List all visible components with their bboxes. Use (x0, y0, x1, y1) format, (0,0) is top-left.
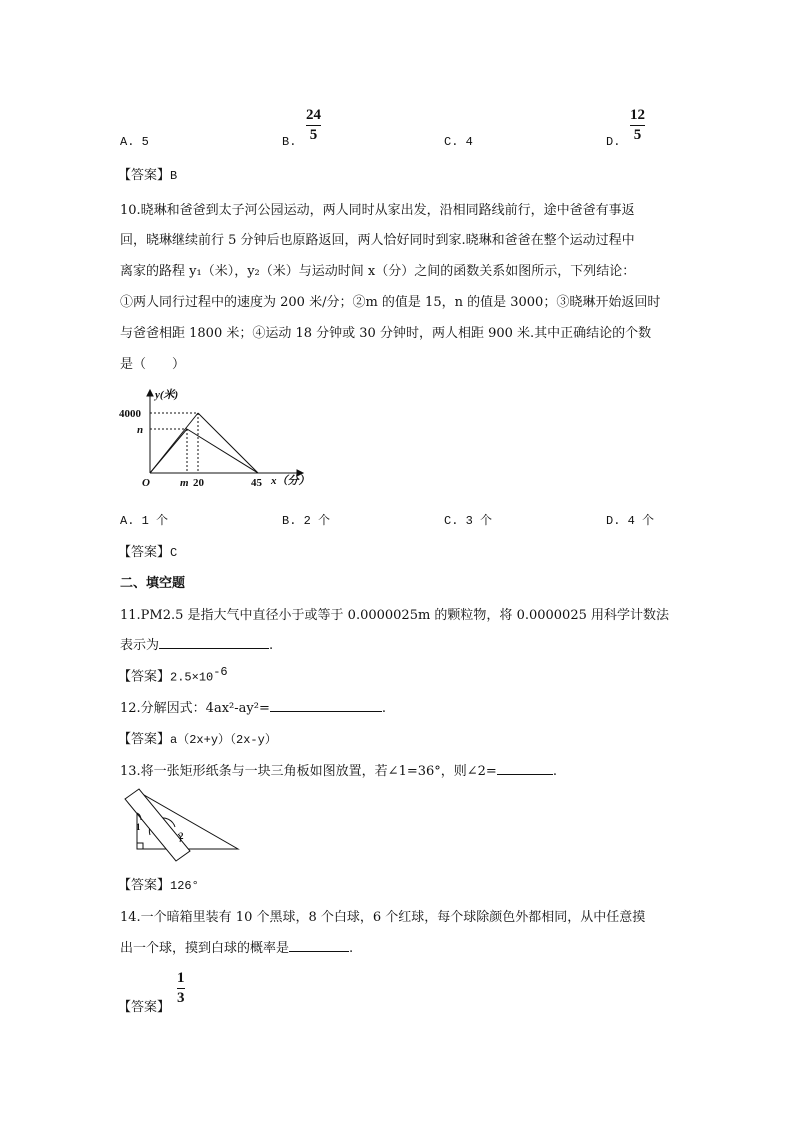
tick-m: m (180, 477, 189, 489)
q14-blank (289, 939, 349, 952)
x-axis-label: x（分） (271, 475, 310, 487)
q9-option-d-fraction: 12 5 (630, 107, 645, 143)
q14-line-2: 出一个球，摸到白球的概率是 . (120, 941, 354, 956)
angle-2-label: 2 (179, 831, 184, 841)
y-axis-arrow (147, 390, 153, 396)
q12-blank (270, 699, 382, 712)
tick-45: 45 (251, 477, 262, 489)
line-daughter-back (198, 413, 258, 473)
q13-question: 13.将一张矩形纸条与一块三角板如图放置，若∠1=36°，则∠2= . (120, 764, 557, 779)
q10-option-c: C. 3 个 (444, 514, 493, 528)
q10-line-6: 是（ ） (120, 357, 186, 372)
paper-strip (125, 789, 190, 861)
q10-line-5: 与爸爸相距 1800 米；④运动 18 分钟或 30 分钟时，两人相距 900 米.其中正确结论的个数 (120, 326, 652, 341)
q10-answer: 【答案】C (118, 545, 178, 560)
q10-option-a: A. 1 个 (120, 514, 169, 528)
q9-option-a: A. 5 (120, 135, 149, 149)
right-angle-mark (137, 843, 143, 849)
angle-1-label: 1 (136, 822, 141, 832)
q9-option-b-fraction: 24 5 (306, 107, 321, 143)
q9-answer: 【答案】B (118, 168, 178, 183)
origin-label: O (142, 477, 150, 489)
q10-graph (115, 385, 315, 493)
q12-answer: 【答案】a（2x+y）（2x-y） (118, 732, 277, 747)
q11-blank (159, 636, 269, 649)
q11-line-2: 表示为 . (120, 638, 274, 653)
q11-line-1: 11.PM2.5 是指大气中直径小于或等于 0.0000025m 的颗粒物，将 0.0000025 用科学计数法 (120, 608, 669, 623)
line-father-out (150, 429, 187, 473)
q9-option-d-label: D. (606, 135, 621, 149)
section-title: 二、填空题 (120, 576, 186, 591)
q13-figure (120, 787, 245, 862)
q9-option-c: C. 4 (444, 135, 473, 149)
q10-line-3: 离家的路程 y₁（米），y₂（米）与运动时间 x（分）之间的函数关系如图所示，下列结论： (120, 264, 636, 279)
q10-line-2: 回，晓琳继续前行 5 分钟后也原路返回，两人恰好同时到家.晓琳和爸爸在整个运动过程中 (120, 233, 635, 248)
q13-answer: 【答案】126° (118, 878, 199, 893)
q10-line-4: ①两人同行过程中的速度为 200 米/分；②m 的值是 15，n 的值是 3000；③晓琳开始返回时 (120, 295, 661, 310)
q10-option-b: B. 2 个 (282, 514, 331, 528)
y-axis-label: y(米) (155, 389, 179, 401)
q14-answer-fraction: 1 3 (177, 970, 185, 1006)
q12-question: 12.分解因式：4ax²-ay²= . (120, 701, 386, 716)
q9-option-b-label: B. (282, 135, 297, 149)
q11-answer: 【答案】$2.5\times 10^{-6}$ (118, 665, 228, 685)
tick-4000: 4000 (119, 408, 141, 420)
q14-line-1: 14.一个暗箱里装有 10 个黑球，8 个白球，6 个红球，每个球除颜色外都相同，从中任意摸 (120, 910, 646, 925)
q14-answer-label: 【答案】 (118, 1000, 171, 1015)
q10-option-d: D. 4 个 (606, 514, 655, 528)
q10-line-1: 10.晓琳和爸爸到太子河公园运动，两人同时从家出发，沿相同路线前行，途中爸爸有事返 (120, 203, 635, 218)
q13-blank (497, 762, 553, 775)
tick-n: n (137, 424, 144, 436)
tick-20: 20 (193, 477, 204, 489)
